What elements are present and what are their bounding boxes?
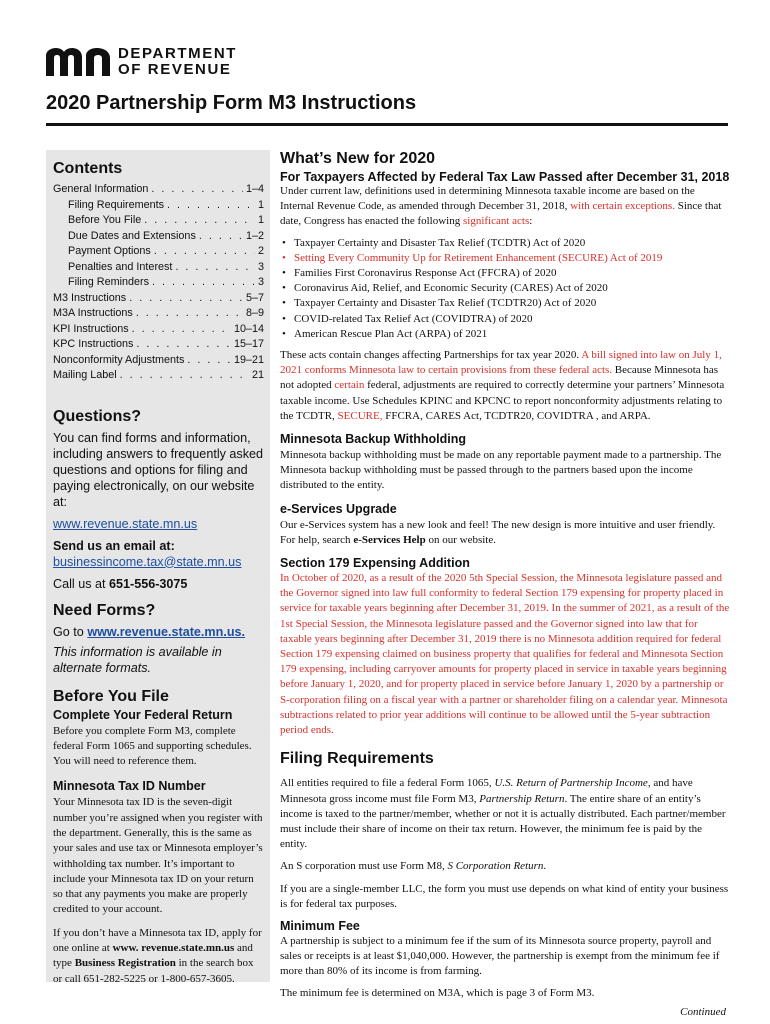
toc-leader-dots — [132, 322, 231, 338]
main-content — [280, 150, 730, 1001]
whats-new-intro: Under current law, definitions used in determining Minnesota taxable income are based on the Internal Revenue Code, as amended through December 31, 2018, with certain exceptions. Since that date, Congress has enacted the following significant acts: — [280, 185, 722, 228]
toc-entry-page: 1–4 — [245, 183, 264, 195]
toc-entry-label: Mailing Label — [53, 369, 117, 381]
toc-leader-dots — [167, 198, 255, 214]
filing-p2: An S corporation must use Form M8, S Corporation Return. — [280, 860, 547, 873]
toc-entry-page: 1–2 — [245, 229, 264, 242]
act-list-item: • Taxpayer Certainty and Disaster Tax Relief (TCDTR) Act of 2020 — [294, 236, 730, 251]
phone-number: 651-556-3075 — [109, 576, 188, 591]
federal-tax-law-subheading: For Taxpayers Affected by Federal Tax Law Passed after December 31, 2018 — [280, 170, 730, 184]
toc-entry-label: KPI Instructions — [53, 322, 129, 335]
toc-leader-dots — [129, 291, 243, 307]
acts-list — [280, 236, 730, 342]
act-list-item: • Taxpayer Certainty and Disaster Tax Relief (TCDTR20) Act of 2020 — [294, 296, 730, 311]
toc-entry — [53, 337, 264, 353]
toc-entry — [53, 322, 264, 338]
toc-leader-dots — [187, 353, 231, 369]
toc-entry-label: M3 Instructions — [53, 291, 127, 304]
email-link[interactable]: businessincome.tax@state.mn.us — [53, 554, 242, 569]
toc-entry-label: General Information — [53, 183, 149, 195]
goto-label: Go to — [53, 624, 88, 639]
toc-leader-dots — [136, 306, 243, 322]
sidebar — [46, 150, 270, 985]
continued-note: Continued — [680, 1006, 726, 1018]
minimum-fee-heading: Minimum Fee — [280, 918, 360, 933]
toc-entry — [53, 260, 264, 276]
eservices-text: Our e-Services system has a new look and feel! The new design is more intuitive and user friendly. For help, search e-Services Help on our website. — [280, 518, 716, 546]
toc-entry — [53, 368, 264, 384]
toc-entry — [53, 198, 264, 214]
email-label: Send us an email at: — [53, 538, 175, 553]
tax-id-apply-text: If you don’t have a Minnesota tax ID, apply for one online at www. revenue.state.mn.us and type Business Registration in the search box or call 651-282-5225 or 1-800-657-3605. — [53, 926, 262, 985]
act-list-item: • COVID-related Tax Relief Act (COVIDTRA) of 2020 — [294, 312, 730, 327]
filing-p1: All entities required to file a federal Form 1065, U.S. Return of Partnership Income, and have Minnesota gross income must file Form M3, Partnership Return. The entire share of an entity’s income is taxed to the partner/member, whether or not it is actually distributed. Each partner/member must include their share of income on their tax return. However, the minimum fee is paid by the entity. — [280, 777, 726, 851]
toc-entry — [53, 182, 264, 198]
minimum-fee-p2: The minimum fee is determined on M3A, which is page 3 of Form M3. — [280, 986, 595, 999]
toc-entry-page: 2 — [257, 245, 264, 257]
forms-link[interactable]: www.revenue.state.mn.us. — [87, 624, 246, 639]
toc-entry — [53, 353, 264, 369]
dept-line-2: OF REVENUE — [118, 61, 232, 78]
toc-entry-page: 15–17 — [233, 338, 264, 350]
toc-entry-page: 5–7 — [245, 291, 264, 304]
need-forms-heading: Need Forms? — [53, 601, 156, 619]
act-list-item: • American Rescue Plan Act (ARPA) of 2021 — [294, 327, 730, 342]
toc-entry-page: 10–14 — [233, 322, 264, 335]
toc-leader-dots — [144, 213, 255, 229]
toc-entry-label: Penalties and Interest — [68, 260, 173, 273]
toc-leader-dots — [136, 337, 231, 353]
toc-entry-page: 1 — [257, 198, 264, 211]
eservices-heading: e-Services Upgrade — [280, 501, 397, 516]
toc-leader-dots — [154, 244, 255, 260]
filing-requirements-heading: Filing Requirements — [280, 750, 434, 768]
toc-leader-dots — [120, 368, 249, 384]
call-label: Call us at — [53, 576, 109, 591]
before-you-file-heading: Before You File — [53, 687, 169, 705]
dept-line-1: DEPARTMENT — [118, 45, 238, 62]
toc-entry-label: Before You File — [68, 214, 142, 226]
act-list-item: • Coronavirus Aid, Relief, and Economic Security (CARES) Act of 2020 — [294, 281, 730, 296]
toc-entry-page: 21 — [251, 369, 264, 381]
toc-entry — [53, 213, 264, 229]
before-you-file-text: Before you complete Form M3, complete federal Form 1065 and supporting schedules. You will need to reference them. — [53, 724, 252, 768]
tax-id-text: Your Minnesota tax ID is the seven-digit number you’re assigned when you register with the department. Generally, this is the same as your sales and use tax or Minnesota employer’s withholding tax number. It’s important to include your Minnesota tax ID on your return so that any payments you make are properly credited to your account. — [53, 796, 263, 916]
page-title: 2020 Partnership Form M3 Instructions — [46, 92, 417, 114]
toc-entry-page: 3 — [257, 260, 264, 273]
contents-heading: Contents — [53, 160, 123, 177]
filing-p3: If you are a single-member LLC, the form you must use depends on what kind of entity your business is for federal tax purposes. — [280, 882, 729, 910]
toc-entry-page: 3 — [257, 276, 264, 288]
section179-heading: Section 179 Expensing Addition — [280, 556, 470, 571]
questions-text: You can find forms and information, including answers to frequently asked questions and options for filing and paying electronically, on our website at: — [53, 430, 264, 509]
toc-leader-dots — [152, 275, 255, 291]
mn-logo-icon — [46, 48, 110, 76]
toc-entry-page: 8–9 — [245, 307, 264, 319]
alt-formats-note: This information is available in alternate formats. — [53, 644, 222, 675]
act-list-item: • Setting Every Community Up for Retirement Enhancement (SECURE) Act of 2019 — [294, 251, 730, 266]
backup-withholding-heading: Minnesota Backup Withholding — [280, 432, 466, 447]
tax-id-heading: Minnesota Tax ID Number — [53, 779, 206, 794]
toc-entry — [53, 291, 264, 307]
section179-text: In October of 2020, as a result of the 2020 5th Special Session, the Minnesota legislature passed and the Governor signed into law full conformity to federal Section 179 expensing for property placed in service for taxable years beginning after December 31, 2019. In the summer of 2021, as a result of the 1st Special Session, the Minnesota legislature passed and the Governor signed into law that for taxable years beginning after December 31, 2019 there is no Minnesota addition required for federal Section 179 expensing claimed on business property that qualifies for federal and Minnesota Section 179 expensing, including carryover amounts for property placed in service in taxable years beginning before January 1, 2020, and for property placed in service before January 1, 2020 by a partnership or S-corporation filing on a fiscal year with a partner or shareholder filing on a calendar year. Minnesota subtractions related to prior year additions will continue to be allowed until the 5-year subtraction period ends. — [280, 572, 730, 737]
toc-entry — [53, 306, 264, 322]
table-of-contents — [53, 182, 264, 384]
minimum-fee-p1: A partnership is subject to a minimum fee if the sum of its Minnesota source property, payroll and sales or receipts is at least $1,040,000. However, the partnership is exempt from the minimum fee if more than 80% of its income is from farming. — [280, 934, 720, 978]
toc-entry-label: M3A Instructions — [53, 307, 133, 319]
toc-entry-label: KPC Instructions — [53, 338, 134, 350]
toc-entry-label: Filing Reminders — [68, 276, 150, 288]
toc-leader-dots — [151, 182, 243, 198]
title-rule — [46, 123, 728, 126]
toc-leader-dots — [175, 260, 255, 276]
toc-leader-dots — [199, 229, 243, 245]
backup-withholding-text: Minnesota backup withholding must be made on any reportable payment made to a partnership. The Minnesota backup withholding must be passed through to the partners based upon the income distributed to the entity. — [280, 449, 722, 492]
website-link[interactable]: www.revenue.state.mn.us — [53, 516, 198, 531]
toc-entry — [53, 275, 264, 291]
toc-entry — [53, 244, 264, 260]
toc-entry-label: Filing Requirements — [68, 198, 165, 211]
act-list-item: • Families First Coronavirus Response Act (FFCRA) of 2020 — [294, 266, 730, 281]
questions-heading: Questions? — [53, 407, 142, 425]
federal-return-subheading: Complete Your Federal Return — [53, 707, 233, 722]
mn-revenue-logo — [46, 46, 246, 82]
toc-entry-page: 19–21 — [233, 353, 264, 366]
toc-entry-label: Due Dates and Extensions — [68, 229, 196, 242]
toc-entry — [53, 229, 264, 245]
toc-entry-page: 1 — [257, 214, 264, 226]
toc-entry-label: Payment Options — [68, 245, 151, 257]
acts-changes-text: These acts contain changes affecting Partnerships for tax year 2020. A bill signed into law on July 1, 2021 conforms Minnesota law to certain provisions from these federal acts. Because Minnesota has not adopted certain federal, adjustments are required to correctly determine your partners’ Minnesota taxable income. Use Schedules KPINC and KPCNC to report nonconformity adjustments relating to the TCDTR, SECURE, FFCRA, CARES Act, TCDTR20, COVIDTRA , and ARPA. — [280, 349, 725, 422]
toc-entry-label: Nonconformity Adjustments — [53, 353, 185, 366]
whats-new-heading: What’s New for 2020 — [280, 150, 436, 167]
